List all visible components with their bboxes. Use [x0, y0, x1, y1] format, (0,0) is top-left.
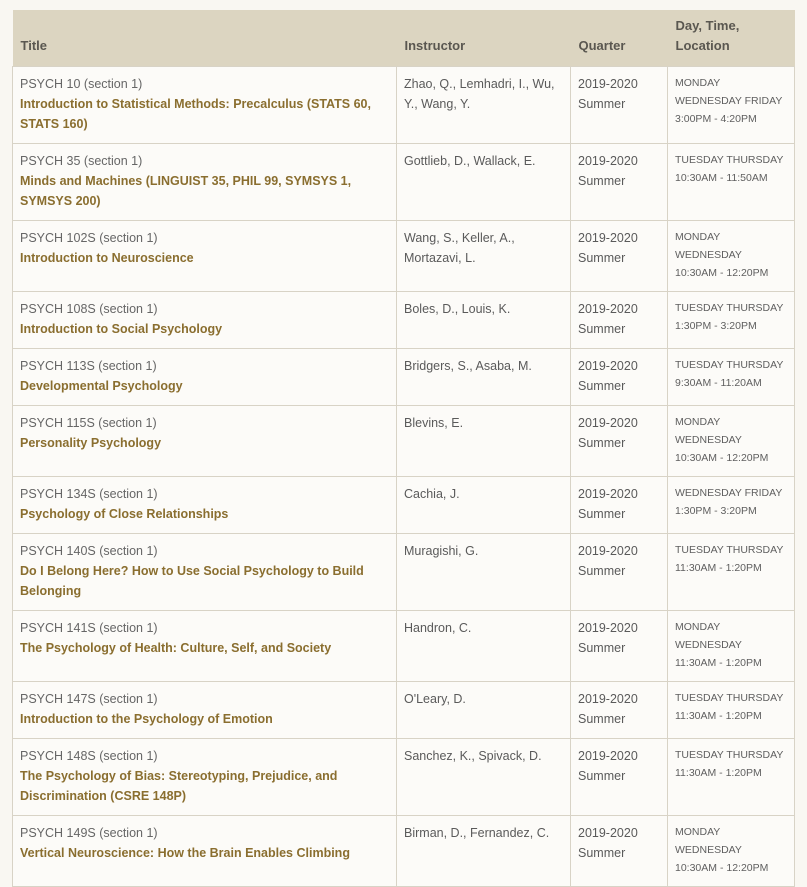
header-instructor: Instructor: [397, 10, 571, 67]
course-number: PSYCH 148S (section 1): [20, 749, 158, 763]
table-row: [13, 816, 795, 887]
instructor-cell: Blevins, E.: [397, 406, 571, 477]
quarter-cell: 2019-2020 Summer: [571, 611, 668, 682]
schedule-days: TUESDAY THURSDAY: [675, 544, 784, 556]
course-title-link[interactable]: The Psychology of Bias: Stereotyping, Prejudice, and Discrimination (CSRE 148P): [20, 769, 338, 803]
course-cell: [13, 406, 397, 477]
schedule-cell: [668, 349, 795, 406]
quarter-cell: 2019-2020 Summer: [571, 144, 668, 221]
schedule-time: 1:30PM - 3:20PM: [675, 320, 757, 332]
schedule-time: 10:30AM - 12:20PM: [675, 862, 769, 874]
course-number: PSYCH 108S (section 1): [20, 302, 158, 316]
header-title: Title: [13, 10, 397, 67]
schedule-days: TUESDAY THURSDAY: [675, 154, 784, 166]
instructor-cell: Cachia, J.: [397, 477, 571, 534]
course-title-link[interactable]: Introduction to Social Psychology: [20, 322, 223, 336]
course-title-link[interactable]: Vertical Neuroscience: How the Brain Enables Climbing: [20, 846, 350, 860]
course-cell: [13, 739, 397, 816]
quarter-cell: 2019-2020 Summer: [571, 221, 668, 292]
instructor-cell: Handron, C.: [397, 611, 571, 682]
course-number: PSYCH 10 (section 1): [20, 77, 143, 91]
course-number: PSYCH 141S (section 1): [20, 621, 158, 635]
table-row: [13, 349, 795, 406]
quarter-cell: 2019-2020 Summer: [571, 67, 668, 144]
instructor-cell: Sanchez, K., Spivack, D.: [397, 739, 571, 816]
schedule-days: MONDAY WEDNESDAY: [675, 621, 742, 651]
table-row: [13, 144, 795, 221]
course-table: [12, 10, 795, 887]
schedule-days: MONDAY WEDNESDAY FRIDAY: [675, 77, 783, 107]
table-row: [13, 682, 795, 739]
course-cell: [13, 349, 397, 406]
table-row: [13, 67, 795, 144]
schedule-cell: [668, 477, 795, 534]
schedule-time: 11:30AM - 1:20PM: [675, 710, 762, 722]
schedule-cell: [668, 739, 795, 816]
schedule-days: MONDAY WEDNESDAY: [675, 231, 742, 261]
quarter-cell: 2019-2020 Summer: [571, 682, 668, 739]
course-title-link[interactable]: Introduction to Neuroscience: [20, 251, 194, 265]
table-row: [13, 292, 795, 349]
course-title-link[interactable]: Do I Belong Here? How to Use Social Psychology to Build Belonging: [20, 564, 364, 598]
course-cell: [13, 534, 397, 611]
instructor-cell: Birman, D., Fernandez, C.: [397, 816, 571, 887]
schedule-days: MONDAY WEDNESDAY: [675, 416, 742, 446]
course-number: PSYCH 149S (section 1): [20, 826, 158, 840]
quarter-cell: 2019-2020 Summer: [571, 477, 668, 534]
table-header-row: [13, 10, 795, 67]
schedule-cell: [668, 144, 795, 221]
course-cell: [13, 67, 397, 144]
quarter-cell: 2019-2020 Summer: [571, 292, 668, 349]
table-row: [13, 477, 795, 534]
table-row: [13, 611, 795, 682]
instructor-cell: Gottlieb, D., Wallack, E.: [397, 144, 571, 221]
course-title-link[interactable]: Introduction to the Psychology of Emotion: [20, 712, 273, 726]
course-cell: [13, 292, 397, 349]
course-title-link[interactable]: The Psychology of Health: Culture, Self, and Society: [20, 641, 332, 655]
schedule-time: 1:30PM - 3:20PM: [675, 505, 757, 517]
course-number: PSYCH 102S (section 1): [20, 231, 158, 245]
schedule-time: 3:00PM - 4:20PM: [675, 113, 757, 125]
course-cell: [13, 816, 397, 887]
schedule-time: 11:30AM - 1:20PM: [675, 562, 762, 574]
schedule-cell: [668, 682, 795, 739]
course-title-link[interactable]: Developmental Psychology: [20, 379, 183, 393]
course-title-link[interactable]: Psychology of Close Relationships: [20, 507, 229, 521]
quarter-cell: 2019-2020 Summer: [571, 406, 668, 477]
instructor-cell: Boles, D., Louis, K.: [397, 292, 571, 349]
table-row: [13, 406, 795, 477]
header-quarter: Quarter: [571, 10, 668, 67]
table-row: [13, 534, 795, 611]
course-cell: [13, 682, 397, 739]
table-row: [13, 221, 795, 292]
schedule-days: TUESDAY THURSDAY: [675, 749, 784, 761]
schedule-cell: [668, 292, 795, 349]
schedule-time: 11:30AM - 1:20PM: [675, 657, 762, 669]
course-title-link[interactable]: Personality Psychology: [20, 436, 162, 450]
course-number: PSYCH 147S (section 1): [20, 692, 158, 706]
header-schedule: Day, Time, Location: [668, 10, 795, 67]
schedule-cell: [668, 611, 795, 682]
quarter-cell: 2019-2020 Summer: [571, 739, 668, 816]
instructor-cell: Muragishi, G.: [397, 534, 571, 611]
schedule-days: MONDAY WEDNESDAY: [675, 826, 742, 856]
course-number: PSYCH 113S (section 1): [20, 359, 157, 373]
schedule-days: WEDNESDAY FRIDAY: [675, 487, 783, 499]
table-row: [13, 739, 795, 816]
course-cell: [13, 477, 397, 534]
course-title-link[interactable]: Introduction to Statistical Methods: Precalculus (STATS 60, STATS 160): [20, 97, 371, 131]
course-cell: [13, 144, 397, 221]
course-number: PSYCH 134S (section 1): [20, 487, 158, 501]
schedule-days: TUESDAY THURSDAY: [675, 359, 784, 371]
schedule-time: 9:30AM - 11:20AM: [675, 377, 762, 389]
schedule-time: 10:30AM - 11:50AM: [675, 172, 768, 184]
course-cell: [13, 221, 397, 292]
table-body: [13, 67, 795, 887]
schedule-time: 10:30AM - 12:20PM: [675, 267, 769, 279]
course-cell: [13, 611, 397, 682]
schedule-days: TUESDAY THURSDAY: [675, 302, 784, 314]
course-number: PSYCH 140S (section 1): [20, 544, 158, 558]
quarter-cell: 2019-2020 Summer: [571, 816, 668, 887]
instructor-cell: O'Leary, D.: [397, 682, 571, 739]
schedule-cell: [668, 534, 795, 611]
instructor-cell: Zhao, Q., Lemhadri, I., Wu, Y., Wang, Y.: [397, 67, 571, 144]
quarter-cell: 2019-2020 Summer: [571, 349, 668, 406]
course-number: PSYCH 35 (section 1): [20, 154, 143, 168]
course-number: PSYCH 115S (section 1): [20, 416, 157, 430]
instructor-cell: Wang, S., Keller, A., Mortazavi, L.: [397, 221, 571, 292]
course-table-container: [12, 10, 794, 887]
instructor-cell: Bridgers, S., Asaba, M.: [397, 349, 571, 406]
schedule-cell: [668, 816, 795, 887]
schedule-cell: [668, 406, 795, 477]
schedule-time: 11:30AM - 1:20PM: [675, 767, 762, 779]
quarter-cell: 2019-2020 Summer: [571, 534, 668, 611]
course-title-link[interactable]: Minds and Machines (LINGUIST 35, PHIL 99, SYMSYS 1, SYMSYS 200): [20, 174, 352, 208]
schedule-days: TUESDAY THURSDAY: [675, 692, 784, 704]
schedule-time: 10:30AM - 12:20PM: [675, 452, 769, 464]
schedule-cell: [668, 221, 795, 292]
schedule-cell: [668, 67, 795, 144]
